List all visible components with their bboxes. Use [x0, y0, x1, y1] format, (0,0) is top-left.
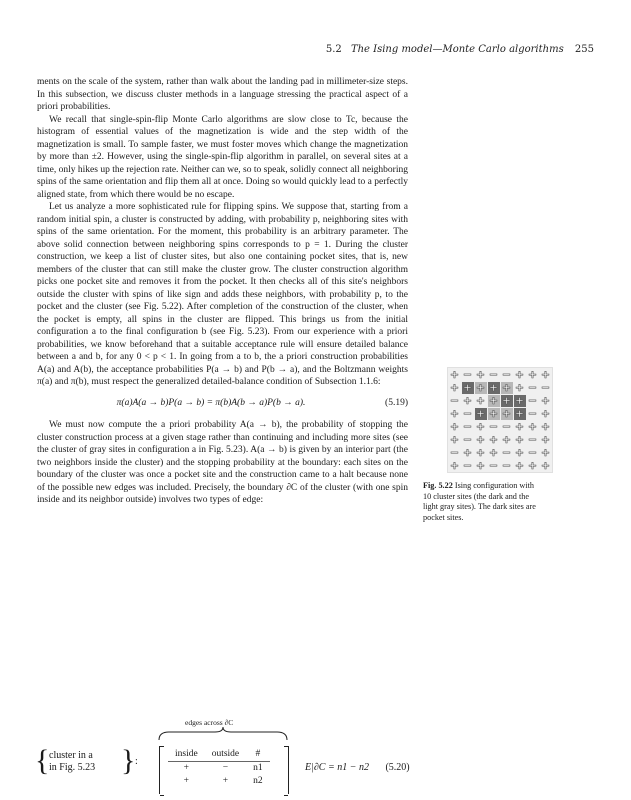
spin-site: + [501, 433, 512, 446]
edge-table-header [168, 748, 270, 762]
spin-site: − [501, 368, 512, 381]
spin-site: − [462, 420, 473, 433]
header-inside: inside [168, 748, 205, 762]
paragraph-1: ments on the scale of the system, rather than walk about the landing pad in millimeter-size steps. In this subsection, we discuss cluster methods in a language stressing the practical aspect of a priori probabilities. [37, 77, 408, 112]
lhs-line-1: cluster in a [49, 750, 93, 761]
main-text [37, 76, 408, 507]
spin-site: + [527, 459, 538, 472]
spin-site: − [527, 381, 538, 394]
edge-matrix [159, 746, 289, 794]
spin-site: + [527, 368, 538, 381]
page-number: 255 [574, 44, 594, 55]
ising-spin-grid [447, 367, 553, 473]
spin-site: + [475, 368, 486, 381]
spin-site: − [501, 446, 512, 459]
spin-site: − [488, 459, 499, 472]
lhs-line-2: in Fig. 5.23 [49, 762, 96, 773]
figure-caption [423, 481, 543, 523]
spin-site: + [488, 394, 499, 407]
spin-site: + [449, 420, 460, 433]
spin-site: − [527, 433, 538, 446]
spin-site: − [462, 459, 473, 472]
spin-site: + [475, 394, 486, 407]
spin-site: + [462, 381, 473, 394]
spin-site: + [501, 407, 512, 420]
right-brace: } [121, 744, 136, 777]
spin-site: + [449, 459, 460, 472]
row2-outside: + [222, 776, 229, 786]
spin-site: + [540, 368, 551, 381]
caption-text: Ising configuration with 10 cluster sites (the dark and the light gray sites). The dark sites are pocket sites. [423, 481, 536, 522]
spin-site: − [501, 420, 512, 433]
row2-count: n2 [253, 776, 263, 786]
spin-site: + [514, 394, 525, 407]
equation-5-19-number: (5.19) [385, 397, 408, 408]
row1-count: n1 [253, 763, 263, 773]
spin-site: + [501, 394, 512, 407]
spin-site: + [475, 381, 486, 394]
spin-site: + [449, 368, 460, 381]
equation-5-20 [37, 718, 457, 788]
spin-site: − [488, 368, 499, 381]
spin-site: + [462, 446, 473, 459]
equation-5-20-number: (5.20) [385, 762, 410, 773]
row2-inside: + [183, 776, 190, 786]
spin-site: + [501, 381, 512, 394]
row1-outside: − [222, 763, 229, 773]
spin-site: − [462, 433, 473, 446]
spin-site: + [475, 420, 486, 433]
spin-site: + [449, 407, 460, 420]
energy-formula: E|∂C = n1 − n2 [305, 762, 369, 773]
spin-site: + [514, 381, 525, 394]
spin-site: + [488, 446, 499, 459]
paragraph-2: We recall that single-spin-flip Monte Carlo algorithms are slow close to Tc, because the histogram of essential values of the magnetization is wide and the step width of the magnetization is small. To sample faster, we must foster moves which change the magnetization by more than ±2. However, using the single-spin-flip algorithm in parallel, on several sites at a time, only hikes up the rejection rate. Neither can we, so to speak, solidly connect all neighboring spins of the same orientation and flip them all at once. Doing so would quickly lead to a perfectly aligned state, from which there would be no escape. [37, 114, 408, 200]
spin-site: + [488, 433, 499, 446]
spin-site: − [462, 407, 473, 420]
overbrace-label: edges across ∂C [185, 718, 234, 727]
spin-site: + [449, 433, 460, 446]
spin-site: + [514, 368, 525, 381]
spin-site: + [488, 407, 499, 420]
spin-site: + [514, 420, 525, 433]
spin-site: − [527, 394, 538, 407]
spin-site: + [540, 433, 551, 446]
page-header [326, 44, 594, 55]
spin-site: + [475, 446, 486, 459]
spin-site: − [527, 407, 538, 420]
paragraph-3: Let us analyze a more sophisticated rule for flipping spins. We suppose that, starting from a random initial spin, a cluster is constructed by adding, with probability p, neighboring sites with spins of the same orientation. For the moment, this probability is an arbitrary parameter. The above solid connection between neighboring spins corresponds to p = 1. During the cluster construction, we keep a list of cluster sites, but also one containing pocket sites, that is, new members of the cluster that can still make the cluster grow. The cluster construction algorithm picks one pocket site and removes it from the pocket. It then checks all of this site's neighbors outside the cluster with spins of like sign and adds these neighbors, with probability p, to the pocket and the cluster (see Fig. 5.22). After completion of the construction of the cluster, when the pocket is empty, all spins in the cluster are flipped. This brings us from the initial configuration a to the final configuration b (see Fig. 5.23). From our experience with a priori probabilities, we know beforehand that a suitable acceptance rule will ensure detailed balance between a and b, for any 0 < p < 1. In going from a to b, the a priori construction probabilities A(a) and A(b), the acceptance probabilities P(a → b) and P(b → a), and the Boltzmann weights π(a) and π(b), must respect the generalized detailed-balance condition of Subsection 1.1.6: [37, 202, 408, 387]
spin-site: + [514, 459, 525, 472]
spin-site: + [527, 420, 538, 433]
caption-label: Fig. 5.22 [423, 481, 453, 490]
spin-site: − [449, 446, 460, 459]
header-count: # [246, 748, 270, 762]
spin-site: + [514, 446, 525, 459]
figure-5-22 [423, 367, 551, 523]
spin-site: + [540, 459, 551, 472]
edge-table-row [168, 762, 270, 776]
spin-site: − [501, 459, 512, 472]
spin-site: + [514, 407, 525, 420]
spin-site: + [488, 381, 499, 394]
overbrace [157, 726, 289, 742]
spin-site: + [475, 459, 486, 472]
spin-site: + [540, 420, 551, 433]
edge-table-row [168, 775, 270, 788]
spin-site: − [527, 446, 538, 459]
equation-5-19 [37, 397, 408, 410]
section-title: The Ising model—Monte Carlo algorithms [350, 44, 564, 55]
spin-site: + [514, 433, 525, 446]
spin-site: + [449, 381, 460, 394]
equation-5-19-formula: π(a)A(a → b)P(a → b) = π(b)A(b → a)P(b → a). [116, 397, 306, 408]
spin-site: + [540, 446, 551, 459]
left-brace: { [35, 744, 50, 777]
colon: : [135, 756, 138, 767]
paragraph-4: We must now compute the a priori probability A(a → b), the probability of stopping the cluster construction process at a given stage rather than continuing and including more sites (see the cluster of gray sites in configuration a in Fig. 5.23). A(a → b) is given by an interior part (the two neighbors inside the cluster) and the stopping probability at the boundary: each sites on the boundary of the cluster was once a pocket site and the construction came to a halt because none of the possible new edges was included. Precisely, the boundary ∂C of the cluster (with one spin inside and its neighbor outside) involves two types of edge: [37, 420, 408, 505]
edge-table [168, 748, 270, 788]
row1-inside: + [183, 763, 190, 773]
spin-site: + [540, 407, 551, 420]
spin-site: − [488, 420, 499, 433]
equation-5-20-rhs [305, 762, 410, 773]
header-outside: outside [205, 748, 246, 762]
spin-site: + [475, 407, 486, 420]
spin-site: − [449, 394, 460, 407]
section-number: 5.2 [325, 44, 342, 55]
spin-site: + [540, 394, 551, 407]
spin-site: + [462, 394, 473, 407]
spin-site: − [462, 368, 473, 381]
spin-site: − [540, 381, 551, 394]
spin-site: + [475, 433, 486, 446]
lhs-text [49, 750, 95, 774]
